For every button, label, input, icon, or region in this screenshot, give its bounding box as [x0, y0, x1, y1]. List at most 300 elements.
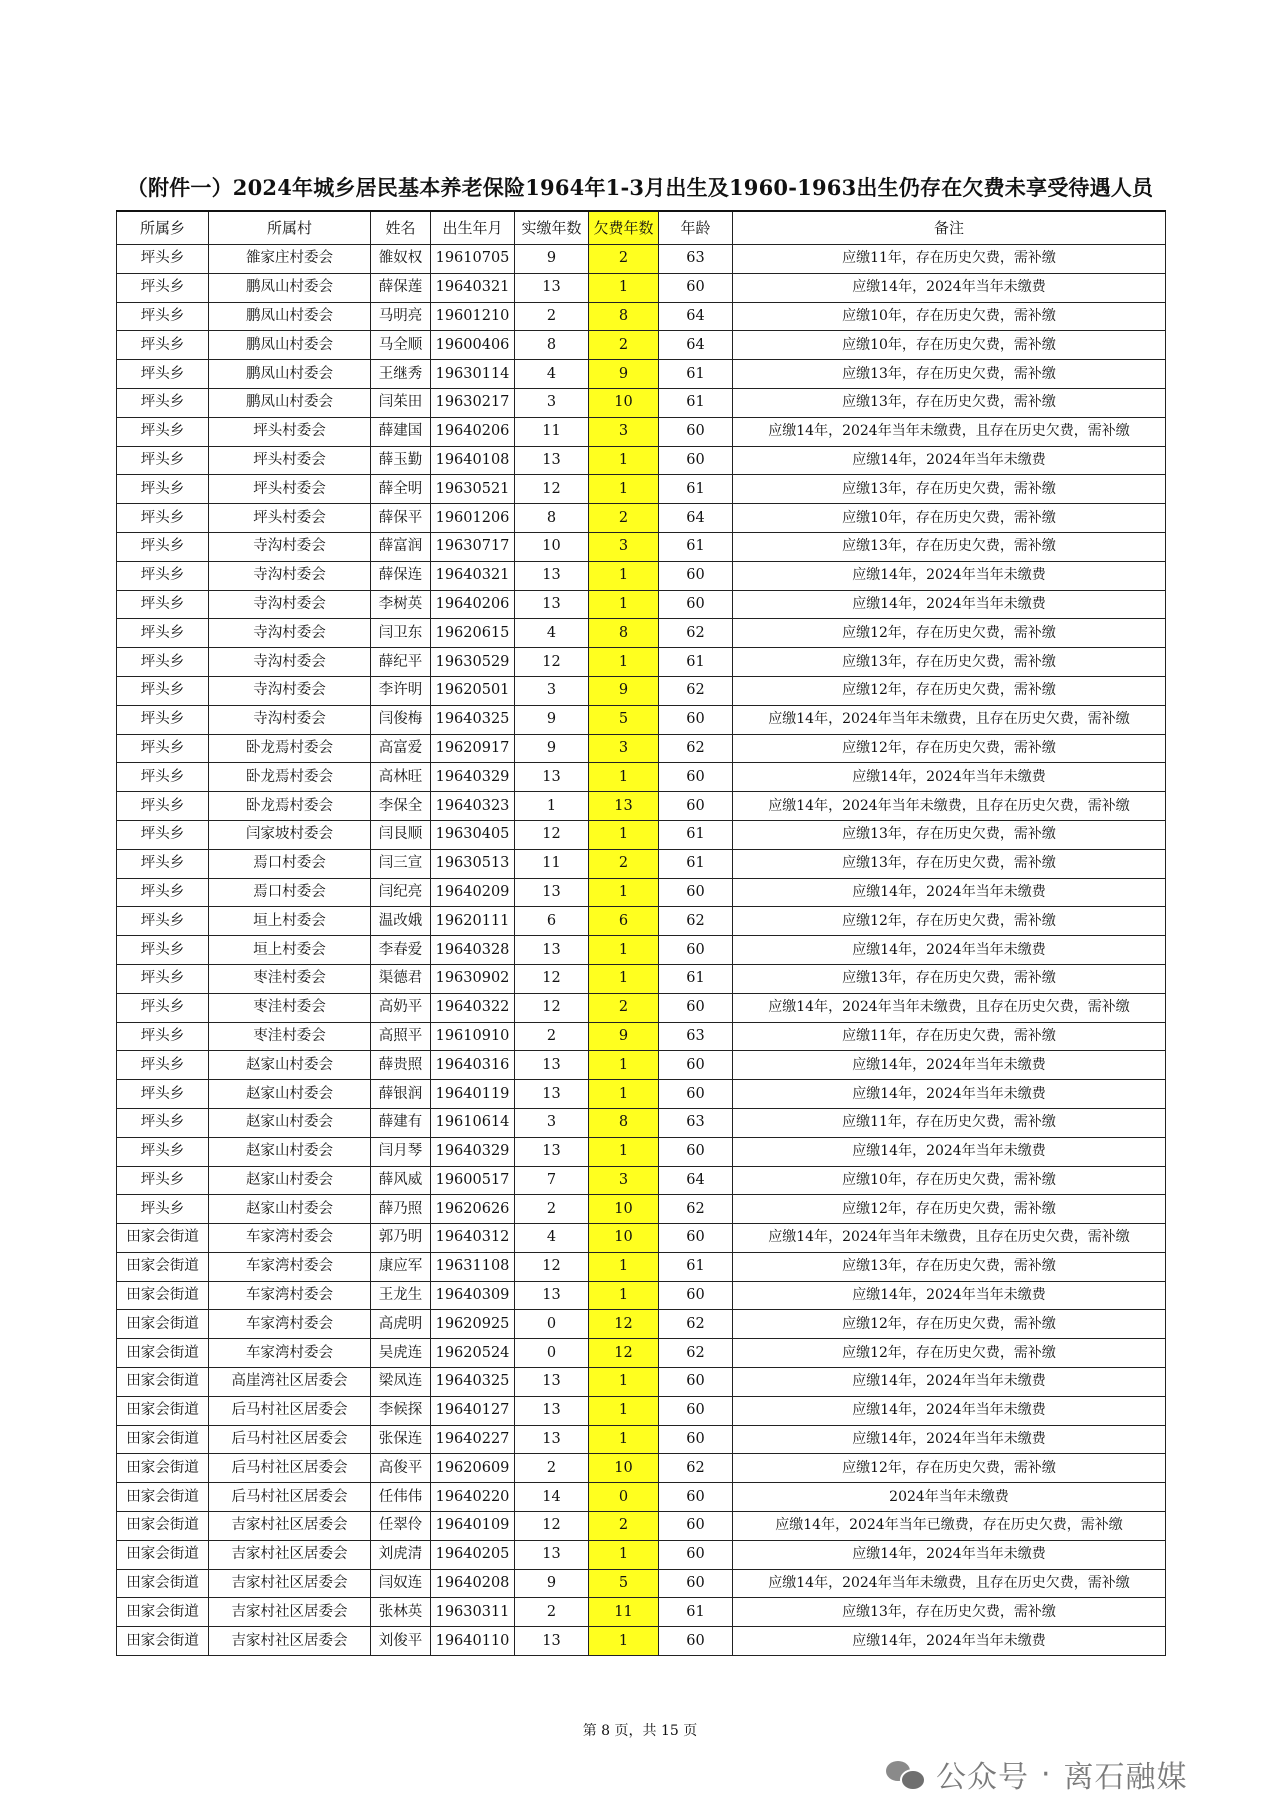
- village-cell: 垣上村委会: [209, 936, 371, 965]
- birth-cell: 19640110: [431, 1627, 515, 1656]
- name-cell: 闫艮顺: [371, 820, 431, 849]
- age-cell: 60: [659, 273, 733, 302]
- birth-cell: 19601206: [431, 504, 515, 533]
- birth-cell: 19640309: [431, 1281, 515, 1310]
- col-header-name: 姓名: [371, 211, 431, 245]
- township-cell: 田家会街道: [117, 1627, 209, 1656]
- watermark-separator: ·: [1041, 1756, 1052, 1792]
- paid-years-cell: 13: [515, 446, 589, 475]
- owed-years-cell: 1: [589, 590, 659, 619]
- township-cell: 坪头乡: [117, 1108, 209, 1137]
- table-row: [117, 1166, 1166, 1195]
- paid-years-cell: 7: [515, 1166, 589, 1195]
- owed-years-cell: 10: [589, 388, 659, 417]
- owed-years-cell: 9: [589, 676, 659, 705]
- table-row: [117, 417, 1166, 446]
- owed-years-cell: 1: [589, 1627, 659, 1656]
- name-cell: 薛风威: [371, 1166, 431, 1195]
- age-cell: 61: [659, 648, 733, 677]
- paid-years-cell: 13: [515, 1051, 589, 1080]
- township-cell: 坪头乡: [117, 302, 209, 331]
- birth-cell: 19640321: [431, 273, 515, 302]
- birth-cell: 19630405: [431, 820, 515, 849]
- age-cell: 60: [659, 1396, 733, 1425]
- note-cell: 应缴12年，存在历史欠费，需补缴: [733, 619, 1166, 648]
- col-header-note: 备注: [733, 211, 1166, 245]
- owed-years-cell: 1: [589, 1137, 659, 1166]
- birth-cell: 19640312: [431, 1224, 515, 1253]
- village-cell: 鹏凤山村委会: [209, 388, 371, 417]
- note-cell: 应缴14年，2024年当年未缴费，且存在历史欠费，需补缴: [733, 993, 1166, 1022]
- table-row: [117, 705, 1166, 734]
- name-cell: 刘俊平: [371, 1627, 431, 1656]
- table-row: [117, 763, 1166, 792]
- age-cell: 63: [659, 1108, 733, 1137]
- paid-years-cell: 13: [515, 1540, 589, 1569]
- age-cell: 61: [659, 475, 733, 504]
- name-cell: 薛富润: [371, 532, 431, 561]
- owed-years-cell: 2: [589, 849, 659, 878]
- wechat-icon: [886, 1759, 924, 1789]
- village-cell: 赵家山村委会: [209, 1051, 371, 1080]
- village-cell: 赵家山村委会: [209, 1166, 371, 1195]
- owed-years-cell: 1: [589, 1540, 659, 1569]
- name-cell: 王龙生: [371, 1281, 431, 1310]
- note-cell: 应缴12年，存在历史欠费，需补缴: [733, 907, 1166, 936]
- age-cell: 60: [659, 1483, 733, 1512]
- paid-years-cell: 13: [515, 1396, 589, 1425]
- table-row: [117, 1396, 1166, 1425]
- owed-years-cell: 1: [589, 446, 659, 475]
- table-row: [117, 820, 1166, 849]
- owed-years-cell: 2: [589, 245, 659, 274]
- village-cell: 鹏凤山村委会: [209, 302, 371, 331]
- birth-cell: 19640227: [431, 1425, 515, 1454]
- paid-years-cell: 8: [515, 504, 589, 533]
- village-cell: 焉口村委会: [209, 849, 371, 878]
- village-cell: 吉家村社区居委会: [209, 1540, 371, 1569]
- village-cell: 坪头村委会: [209, 417, 371, 446]
- age-cell: 61: [659, 532, 733, 561]
- birth-cell: 19640206: [431, 417, 515, 446]
- name-cell: 闫俊梅: [371, 705, 431, 734]
- township-cell: 坪头乡: [117, 504, 209, 533]
- village-cell: 后马村社区居委会: [209, 1396, 371, 1425]
- paid-years-cell: 11: [515, 849, 589, 878]
- birth-cell: 19630902: [431, 964, 515, 993]
- township-cell: 坪头乡: [117, 820, 209, 849]
- township-cell: 坪头乡: [117, 648, 209, 677]
- age-cell: 60: [659, 705, 733, 734]
- paid-years-cell: 12: [515, 1252, 589, 1281]
- township-cell: 坪头乡: [117, 446, 209, 475]
- note-cell: 应缴13年，存在历史欠费，需补缴: [733, 964, 1166, 993]
- name-cell: 高林旺: [371, 763, 431, 792]
- township-cell: 田家会街道: [117, 1339, 209, 1368]
- table-row: [117, 590, 1166, 619]
- age-cell: 61: [659, 964, 733, 993]
- table-row: [117, 1540, 1166, 1569]
- table-row: [117, 1281, 1166, 1310]
- note-cell: 应缴14年，2024年当年未缴费: [733, 273, 1166, 302]
- table-row: [117, 1339, 1166, 1368]
- village-cell: 吉家村社区居委会: [209, 1627, 371, 1656]
- township-cell: 田家会街道: [117, 1598, 209, 1627]
- paid-years-cell: 13: [515, 590, 589, 619]
- township-cell: 坪头乡: [117, 1022, 209, 1051]
- owed-years-cell: 12: [589, 1339, 659, 1368]
- note-cell: 应缴12年，存在历史欠费，需补缴: [733, 1454, 1166, 1483]
- table-row: [117, 936, 1166, 965]
- name-cell: 王继秀: [371, 360, 431, 389]
- age-cell: 61: [659, 360, 733, 389]
- table-row: [117, 561, 1166, 590]
- age-cell: 60: [659, 1137, 733, 1166]
- owed-years-cell: 12: [589, 1310, 659, 1339]
- paid-years-cell: 13: [515, 273, 589, 302]
- paid-years-cell: 4: [515, 1224, 589, 1253]
- age-cell: 60: [659, 1425, 733, 1454]
- birth-cell: 19640206: [431, 590, 515, 619]
- village-cell: 赵家山村委会: [209, 1195, 371, 1224]
- village-cell: 卧龙焉村委会: [209, 734, 371, 763]
- owed-years-cell: 1: [589, 964, 659, 993]
- village-cell: 车家湾村委会: [209, 1281, 371, 1310]
- township-cell: 坪头乡: [117, 763, 209, 792]
- birth-cell: 19630217: [431, 388, 515, 417]
- note-cell: 应缴14年，2024年当年未缴费: [733, 561, 1166, 590]
- note-cell: 应缴13年，存在历史欠费，需补缴: [733, 388, 1166, 417]
- paid-years-cell: 3: [515, 388, 589, 417]
- owed-years-cell: 13: [589, 792, 659, 821]
- village-cell: 后马村社区居委会: [209, 1425, 371, 1454]
- note-cell: 2024年当年未缴费: [733, 1483, 1166, 1512]
- village-cell: 寺沟村委会: [209, 561, 371, 590]
- age-cell: 64: [659, 302, 733, 331]
- village-cell: 鹏凤山村委会: [209, 331, 371, 360]
- note-cell: 应缴13年，存在历史欠费，需补缴: [733, 648, 1166, 677]
- note-cell: 应缴14年，2024年当年未缴费: [733, 1368, 1166, 1397]
- note-cell: 应缴12年，存在历史欠费，需补缴: [733, 1310, 1166, 1339]
- name-cell: 薛乃照: [371, 1195, 431, 1224]
- name-cell: 薛保莲: [371, 273, 431, 302]
- name-cell: 薛贵照: [371, 1051, 431, 1080]
- note-cell: 应缴12年，存在历史欠费，需补缴: [733, 1339, 1166, 1368]
- table-row: [117, 273, 1166, 302]
- paid-years-cell: 4: [515, 360, 589, 389]
- birth-cell: 19630521: [431, 475, 515, 504]
- table-row: [117, 1224, 1166, 1253]
- table-row: [117, 1368, 1166, 1397]
- paid-years-cell: 14: [515, 1483, 589, 1512]
- age-cell: 62: [659, 619, 733, 648]
- table-row: [117, 1022, 1166, 1051]
- note-cell: 应缴13年，存在历史欠费，需补缴: [733, 820, 1166, 849]
- note-cell: 应缴12年，存在历史欠费，需补缴: [733, 734, 1166, 763]
- name-cell: 李春爱: [371, 936, 431, 965]
- owed-years-cell: 3: [589, 1166, 659, 1195]
- table-row: [117, 245, 1166, 274]
- birth-cell: 19640325: [431, 1368, 515, 1397]
- note-cell: 应缴14年，2024年当年未缴费: [733, 590, 1166, 619]
- paid-years-cell: 13: [515, 1080, 589, 1109]
- township-cell: 坪头乡: [117, 388, 209, 417]
- village-cell: 车家湾村委会: [209, 1339, 371, 1368]
- township-cell: 田家会街道: [117, 1454, 209, 1483]
- note-cell: 应缴10年，存在历史欠费，需补缴: [733, 504, 1166, 533]
- township-cell: 坪头乡: [117, 849, 209, 878]
- owed-years-cell: 5: [589, 1569, 659, 1598]
- age-cell: 60: [659, 1569, 733, 1598]
- village-cell: 坪头村委会: [209, 504, 371, 533]
- table-row: [117, 878, 1166, 907]
- name-cell: 吴虎连: [371, 1339, 431, 1368]
- owed-years-cell: 3: [589, 734, 659, 763]
- paid-years-cell: 3: [515, 676, 589, 705]
- name-cell: 闫卫东: [371, 619, 431, 648]
- table-row: [117, 1512, 1166, 1541]
- owed-years-cell: 8: [589, 619, 659, 648]
- paid-years-cell: 2: [515, 302, 589, 331]
- table-row: [117, 1598, 1166, 1627]
- owed-years-cell: 1: [589, 1051, 659, 1080]
- age-cell: 60: [659, 878, 733, 907]
- note-cell: 应缴14年，2024年当年未缴费: [733, 1396, 1166, 1425]
- birth-cell: 19620925: [431, 1310, 515, 1339]
- birth-cell: 19640220: [431, 1483, 515, 1512]
- note-cell: 应缴10年，存在历史欠费，需补缴: [733, 331, 1166, 360]
- birth-cell: 19620501: [431, 676, 515, 705]
- name-cell: 李保全: [371, 792, 431, 821]
- birth-cell: 19640127: [431, 1396, 515, 1425]
- age-cell: 63: [659, 1022, 733, 1051]
- note-cell: 应缴14年，2024年当年未缴费: [733, 1540, 1166, 1569]
- owed-years-cell: 2: [589, 993, 659, 1022]
- owed-years-cell: 1: [589, 820, 659, 849]
- birth-cell: 19640321: [431, 561, 515, 590]
- name-cell: 薛保平: [371, 504, 431, 533]
- note-cell: 应缴14年，2024年当年已缴费，存在历史欠费，需补缴: [733, 1512, 1166, 1541]
- township-cell: 田家会街道: [117, 1368, 209, 1397]
- age-cell: 60: [659, 417, 733, 446]
- name-cell: 高富爱: [371, 734, 431, 763]
- owed-years-cell: 1: [589, 1080, 659, 1109]
- paid-years-cell: 3: [515, 1108, 589, 1137]
- age-cell: 64: [659, 331, 733, 360]
- table-row: [117, 907, 1166, 936]
- name-cell: 任翠伶: [371, 1512, 431, 1541]
- note-cell: 应缴14年，2024年当年未缴费: [733, 1051, 1166, 1080]
- name-cell: 闫奴连: [371, 1569, 431, 1598]
- birth-cell: 19630529: [431, 648, 515, 677]
- birth-cell: 19630311: [431, 1598, 515, 1627]
- note-cell: 应缴13年，存在历史欠费，需补缴: [733, 1598, 1166, 1627]
- note-cell: 应缴13年，存在历史欠费，需补缴: [733, 532, 1166, 561]
- note-cell: 应缴14年，2024年当年未缴费，且存在历史欠费，需补缴: [733, 705, 1166, 734]
- village-cell: 吉家村社区居委会: [209, 1569, 371, 1598]
- birth-cell: 19640322: [431, 993, 515, 1022]
- note-cell: 应缴14年，2024年当年未缴费，且存在历史欠费，需补缴: [733, 1569, 1166, 1598]
- note-cell: 应缴11年，存在历史欠费，需补缴: [733, 1022, 1166, 1051]
- township-cell: 坪头乡: [117, 676, 209, 705]
- township-cell: 坪头乡: [117, 907, 209, 936]
- name-cell: 薛玉勤: [371, 446, 431, 475]
- table-row: [117, 1080, 1166, 1109]
- paid-years-cell: 9: [515, 1569, 589, 1598]
- village-cell: 鹏凤山村委会: [209, 360, 371, 389]
- col-header-village: 所属村: [209, 211, 371, 245]
- township-cell: 田家会街道: [117, 1569, 209, 1598]
- note-cell: 应缴14年，2024年当年未缴费: [733, 763, 1166, 792]
- village-cell: 寺沟村委会: [209, 648, 371, 677]
- birth-cell: 19640205: [431, 1540, 515, 1569]
- township-cell: 田家会街道: [117, 1396, 209, 1425]
- note-cell: 应缴14年，2024年当年未缴费，且存在历史欠费，需补缴: [733, 1224, 1166, 1253]
- owed-years-cell: 1: [589, 273, 659, 302]
- owed-years-cell: 3: [589, 417, 659, 446]
- paid-years-cell: 2: [515, 1195, 589, 1224]
- table-row: [117, 1108, 1166, 1137]
- name-cell: 高奶平: [371, 993, 431, 1022]
- owed-years-cell: 1: [589, 475, 659, 504]
- col-header-township: 所属乡: [117, 211, 209, 245]
- birth-cell: 19620524: [431, 1339, 515, 1368]
- township-cell: 坪头乡: [117, 532, 209, 561]
- col-header-paid-years: 实缴年数: [515, 211, 589, 245]
- owed-years-cell: 8: [589, 302, 659, 331]
- paid-years-cell: 12: [515, 820, 589, 849]
- name-cell: 闫茱田: [371, 388, 431, 417]
- owed-years-cell: 1: [589, 648, 659, 677]
- paid-years-cell: 2: [515, 1022, 589, 1051]
- birth-cell: 19640325: [431, 705, 515, 734]
- village-cell: 鹏凤山村委会: [209, 273, 371, 302]
- age-cell: 62: [659, 1339, 733, 1368]
- paid-years-cell: 13: [515, 1425, 589, 1454]
- paid-years-cell: 12: [515, 648, 589, 677]
- name-cell: 康应军: [371, 1252, 431, 1281]
- owed-years-cell: 0: [589, 1483, 659, 1512]
- note-cell: 应缴10年，存在历史欠费，需补缴: [733, 302, 1166, 331]
- name-cell: 闫月琴: [371, 1137, 431, 1166]
- table-row: [117, 1454, 1166, 1483]
- paid-years-cell: 9: [515, 705, 589, 734]
- table-row: [117, 475, 1166, 504]
- birth-cell: 19640329: [431, 763, 515, 792]
- owed-years-cell: 2: [589, 504, 659, 533]
- name-cell: 梁凤连: [371, 1368, 431, 1397]
- paid-years-cell: 6: [515, 907, 589, 936]
- age-cell: 60: [659, 1368, 733, 1397]
- birth-cell: 19630717: [431, 532, 515, 561]
- paid-years-cell: 13: [515, 1627, 589, 1656]
- note-cell: 应缴14年，2024年当年未缴费: [733, 878, 1166, 907]
- table-row: [117, 849, 1166, 878]
- paid-years-cell: 13: [515, 1281, 589, 1310]
- village-cell: 吉家村社区居委会: [209, 1598, 371, 1627]
- township-cell: 田家会街道: [117, 1224, 209, 1253]
- birth-cell: 19630114: [431, 360, 515, 389]
- township-cell: 坪头乡: [117, 936, 209, 965]
- age-cell: 60: [659, 1540, 733, 1569]
- owed-years-cell: 5: [589, 705, 659, 734]
- village-cell: 枣洼村委会: [209, 1022, 371, 1051]
- paid-years-cell: 2: [515, 1598, 589, 1627]
- table-row: [117, 1137, 1166, 1166]
- village-cell: 车家湾村委会: [209, 1310, 371, 1339]
- age-cell: 63: [659, 245, 733, 274]
- age-cell: 62: [659, 1195, 733, 1224]
- note-cell: 应缴14年，2024年当年未缴费: [733, 1137, 1166, 1166]
- note-cell: 应缴14年，2024年当年未缴费: [733, 1425, 1166, 1454]
- table-row: [117, 676, 1166, 705]
- note-cell: 应缴13年，存在历史欠费，需补缴: [733, 475, 1166, 504]
- name-cell: 温改娥: [371, 907, 431, 936]
- note-cell: 应缴14年，2024年当年未缴费，且存在历史欠费，需补缴: [733, 792, 1166, 821]
- data-table: [116, 210, 1166, 1656]
- paid-years-cell: 12: [515, 993, 589, 1022]
- name-cell: 薛全明: [371, 475, 431, 504]
- note-cell: 应缴11年，存在历史欠费，需补缴: [733, 245, 1166, 274]
- birth-cell: 19640323: [431, 792, 515, 821]
- owed-years-cell: 9: [589, 1022, 659, 1051]
- owed-years-cell: 1: [589, 1425, 659, 1454]
- township-cell: 田家会街道: [117, 1310, 209, 1339]
- note-cell: 应缴12年，存在历史欠费，需补缴: [733, 1195, 1166, 1224]
- birth-cell: 19640119: [431, 1080, 515, 1109]
- township-cell: 坪头乡: [117, 1195, 209, 1224]
- paid-years-cell: 10: [515, 532, 589, 561]
- township-cell: 田家会街道: [117, 1281, 209, 1310]
- page-title: （附件一）2024年城乡居民基本养老保险1964年1-3月出生及1960-1963出生仍存在欠费未享受待遇人员: [126, 175, 1154, 200]
- page-footer: [0, 1720, 1280, 1740]
- age-cell: 60: [659, 590, 733, 619]
- paid-years-cell: 4: [515, 619, 589, 648]
- age-cell: 61: [659, 820, 733, 849]
- note-cell: 应缴10年，存在历史欠费，需补缴: [733, 1166, 1166, 1195]
- birth-cell: 19620609: [431, 1454, 515, 1483]
- birth-cell: 19631108: [431, 1252, 515, 1281]
- paid-years-cell: 13: [515, 1368, 589, 1397]
- owed-years-cell: 2: [589, 331, 659, 360]
- paid-years-cell: 2: [515, 1454, 589, 1483]
- note-cell: 应缴13年，存在历史欠费，需补缴: [733, 849, 1166, 878]
- paid-years-cell: 13: [515, 878, 589, 907]
- paid-years-cell: 0: [515, 1339, 589, 1368]
- note-cell: 应缴14年，2024年当年未缴费: [733, 1627, 1166, 1656]
- township-cell: 坪头乡: [117, 734, 209, 763]
- township-cell: 坪头乡: [117, 331, 209, 360]
- table-row: [117, 1627, 1166, 1656]
- township-cell: 坪头乡: [117, 417, 209, 446]
- owed-years-cell: 10: [589, 1224, 659, 1253]
- birth-cell: 19640109: [431, 1512, 515, 1541]
- paid-years-cell: 9: [515, 734, 589, 763]
- birth-cell: 19640108: [431, 446, 515, 475]
- paid-years-cell: 11: [515, 417, 589, 446]
- table-row: [117, 1051, 1166, 1080]
- note-cell: 应缴14年，2024年当年未缴费: [733, 1281, 1166, 1310]
- age-cell: 64: [659, 504, 733, 533]
- name-cell: 李许明: [371, 676, 431, 705]
- table-row: [117, 331, 1166, 360]
- note-cell: 应缴14年，2024年当年未缴费: [733, 1080, 1166, 1109]
- village-cell: 吉家村社区居委会: [209, 1512, 371, 1541]
- village-cell: 雒家庄村委会: [209, 245, 371, 274]
- table-row: [117, 648, 1166, 677]
- name-cell: 郭乃明: [371, 1224, 431, 1253]
- table-row: [117, 734, 1166, 763]
